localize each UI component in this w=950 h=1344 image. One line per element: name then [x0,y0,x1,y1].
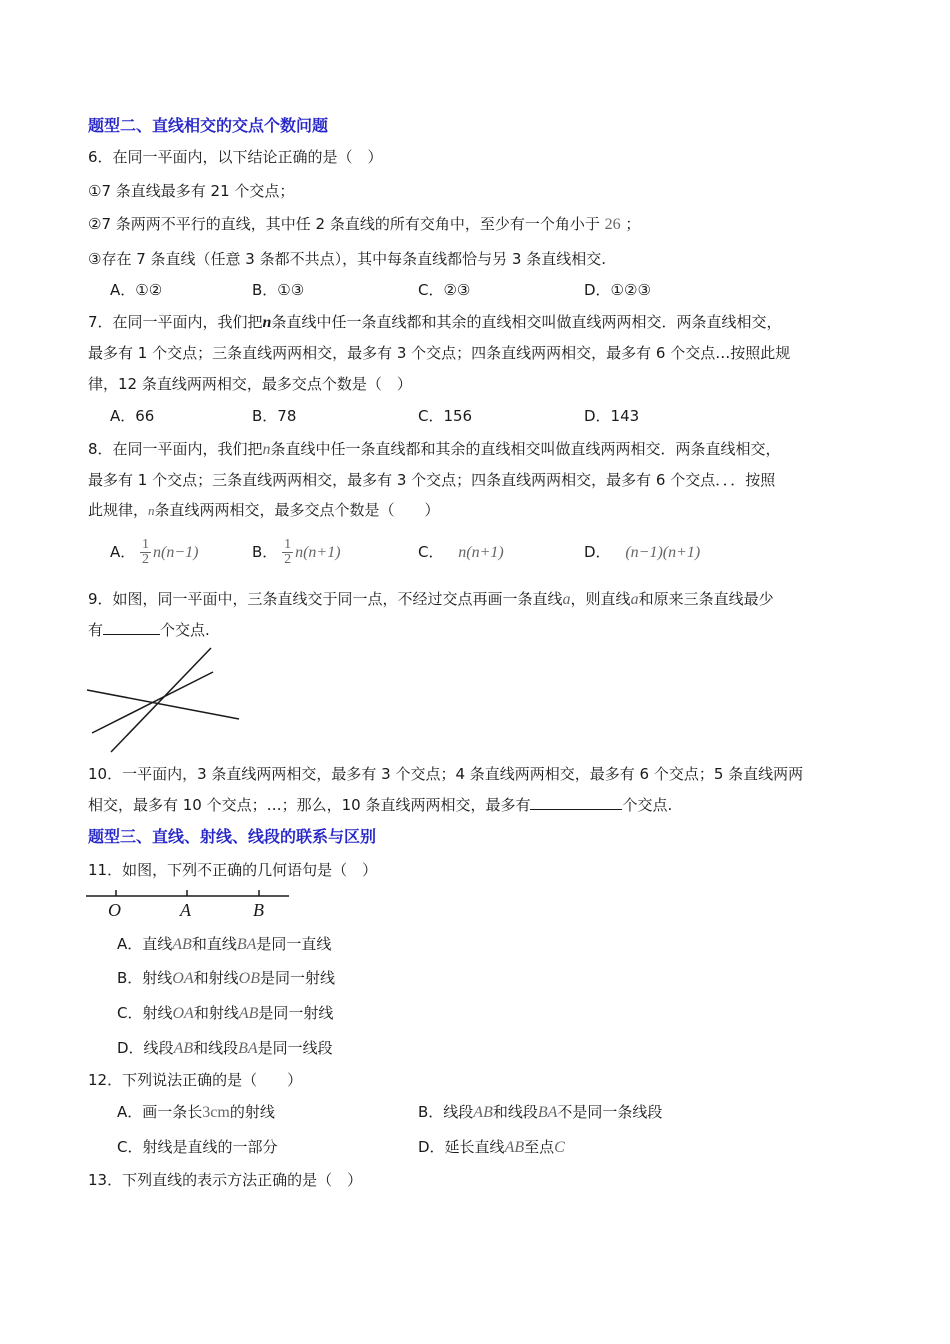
q10-l2-pre: 相交，最多有 10 个交点；…；那么，10 条直线两两相交，最多有 [88,796,531,814]
q8-l1-post: 条直线中任一条直线都和其余的直线相交叫做直线两两相交．两条直线相交， [270,440,781,458]
opt-math-1: AB [173,1040,194,1057]
opt-label: D．延长直线 [418,1138,505,1156]
opt-post: 是同一线段 [257,1039,333,1057]
q8-option-c [418,532,504,573]
q6-s2-math: 26 [604,216,621,233]
q11-option-b [117,968,335,989]
opt-mid: 和线段 [492,1103,538,1121]
q7-option-d: D．143 [584,407,640,425]
q7-option-a: A．66 [110,407,155,425]
q11-stem: 11．如图，下列不正确的几何语句是（ ） [88,861,378,879]
q9-var-a: a [562,591,571,608]
q11-ray-figure [84,886,294,920]
q9-three-lines-figure [80,644,250,756]
opt-mid: 至点 [524,1138,555,1156]
q8-option-a-expr: n(n−1) [153,544,199,561]
figure-line-3 [111,648,211,752]
opt-math: 3cm [202,1104,230,1121]
q6-stem: 6．在同一平面内，以下结论正确的是（ ） [88,148,383,166]
q7-line-1 [88,312,781,333]
q6-statement-3: ③存在 7 条直线（任意 3 条都不共点），其中每条直线都恰与另 3 条直线相交. [88,250,606,268]
q8-option-a [110,532,199,573]
figure-line-2 [92,672,213,733]
opt-label: B．射线 [117,969,173,987]
q12-option-b [418,1102,662,1123]
q8-option-b-fraction [282,538,293,567]
q8-option-c-label: C． [418,543,444,561]
q8-option-b-label: B． [252,543,278,561]
frac-num: 1 [284,537,292,552]
q11-option-c [117,1003,333,1024]
q10-answer-blank[interactable] [530,795,622,810]
q9-l2-post: 个交点. [160,621,210,639]
q10-l2-post: 个交点. [622,796,673,814]
frac-den: 2 [284,552,292,567]
point-b-label: B [253,900,264,920]
q8-option-a-label: A． [110,543,136,561]
q11-option-d [117,1038,333,1059]
q7-line-3: 律，12 条直线两两相交，最多交点个数是（ ） [88,375,412,393]
opt-post: 是同一射线 [259,969,335,987]
q8-option-b-expr: n(n+1) [295,544,341,561]
opt-math-1: OA [172,1005,194,1022]
q9-l2-pre: 有 [88,621,104,639]
frac-num: 1 [142,537,150,552]
opt-post: 的射线 [229,1103,275,1121]
frac-den: 2 [142,552,150,567]
figure-line-1 [87,690,239,719]
q10-line-2 [88,795,672,815]
q8-option-d-expr: (n−1)(n+1) [625,544,701,561]
q6-s2-text: ②7 条两两不平行的直线，其中任 2 条直线的所有交角中，至少有一个角小于 [88,215,600,233]
q8-l1-pre: 8．在同一平面内，我们把 [88,440,263,458]
section-heading-2: 题型二、直线相交的交点个数问题 [88,116,329,135]
opt-math-1: OA [172,970,194,987]
q6-option-b: B．①③ [252,281,305,299]
q8-var-n: n [262,441,271,458]
q10-line-1: 10．一平面内，3 条直线两两相交，最多有 3 个交点；4 条直线两两相交，最多有 6 个交点；5 条直线两两 [88,765,804,783]
opt-mid: 和线段 [193,1039,239,1057]
opt-math-1: AB [473,1104,493,1121]
q7-var-n: n [262,314,272,331]
opt-mid: 和直线 [191,935,237,953]
q7-option-b: B．78 [252,407,297,425]
q6-option-c: C．②③ [418,281,471,299]
q8-line-3 [88,500,440,521]
q12-option-a [117,1102,275,1123]
opt-math-2: AB [238,1005,259,1022]
point-a-label: A [180,900,191,920]
q8-line-2: 最多有 1 个交点；三条直线两两相交，最多有 3 个交点；四条直线两两相交，最多有 6 个交点．．．按照 [88,471,776,489]
q9-answer-blank[interactable] [103,620,160,635]
q8-option-d [584,532,700,573]
opt-math-2: C [554,1139,565,1156]
q6-option-a: A．①② [110,281,163,299]
q8-line-1 [88,439,781,460]
q8-l3-pre: 此规律， [88,501,149,519]
point-o-label: O [108,900,121,920]
q7-option-c: C．156 [418,407,473,425]
q8-option-b [252,532,341,573]
q6-option-d: D．①②③ [584,281,651,299]
opt-post: 是同一射线 [258,1004,334,1022]
q9-l1-mid: ，则直线 [570,590,631,608]
section-heading-3: 题型三、直线、射线、线段的联系与区别 [88,827,377,846]
q7-l1-pre: 7．在同一平面内，我们把 [88,313,263,331]
q9-var-a-2: a [630,591,639,608]
opt-mid: 和射线 [193,969,239,987]
opt-math-1: AB [172,936,192,953]
q8-option-d-label: D． [584,543,611,561]
opt-math-2: OB [238,970,260,987]
opt-mid: 和射线 [193,1004,239,1022]
q9-line-1 [88,589,774,610]
q7-line-2: 最多有 1 个交点；三条直线两两相交，最多有 3 个交点；四条直线两两相交，最多有 6 个交点…按照此规 [88,344,791,362]
opt-math-1: AB [504,1139,525,1156]
q9-l1-pre: 9．如图，同一平面中，三条直线交于同一点，不经过交点再画一条直线 [88,590,563,608]
opt-label: A．画一条长 [117,1103,203,1121]
q6-statement-2 [88,214,640,235]
q8-option-c-expr: n(n+1) [458,544,504,561]
q7-l1-post: 条直线中任一条直线都和其余的直线相交叫做直线两两相交．两条直线相交， [271,313,782,331]
opt-post: 不是同一条线段 [557,1103,663,1121]
q11-option-a [117,934,331,955]
q12-stem: 12．下列说法正确的是（ ） [88,1071,303,1089]
q8-option-a-fraction [140,538,151,567]
opt-label: C．射线 [117,1004,173,1022]
opt-math-2: BA [238,1040,258,1057]
opt-post: 是同一直线 [256,935,332,953]
q8-l3-post: 条直线两两相交，最多交点个数是（ ） [154,501,440,519]
opt-label: B．线段 [418,1103,474,1121]
q12-option-d [418,1137,565,1158]
opt-label: A．直线 [117,935,173,953]
q6-s2-tail: ； [625,215,641,233]
q9-l1-post: 和原来三条直线最少 [638,590,774,608]
opt-math-2: BA [537,1104,558,1121]
q13-stem: 13．下列直线的表示方法正确的是（ ） [88,1171,363,1189]
q9-line-2 [88,620,210,640]
q8-l3-var: n [148,503,155,518]
opt-math-2: BA [236,936,257,953]
q6-statement-1: ①7 条直线最多有 21 个交点； [88,182,295,200]
opt-label: D．线段 [117,1039,174,1057]
q12-option-c: C．射线是直线的一部分 [117,1138,278,1156]
